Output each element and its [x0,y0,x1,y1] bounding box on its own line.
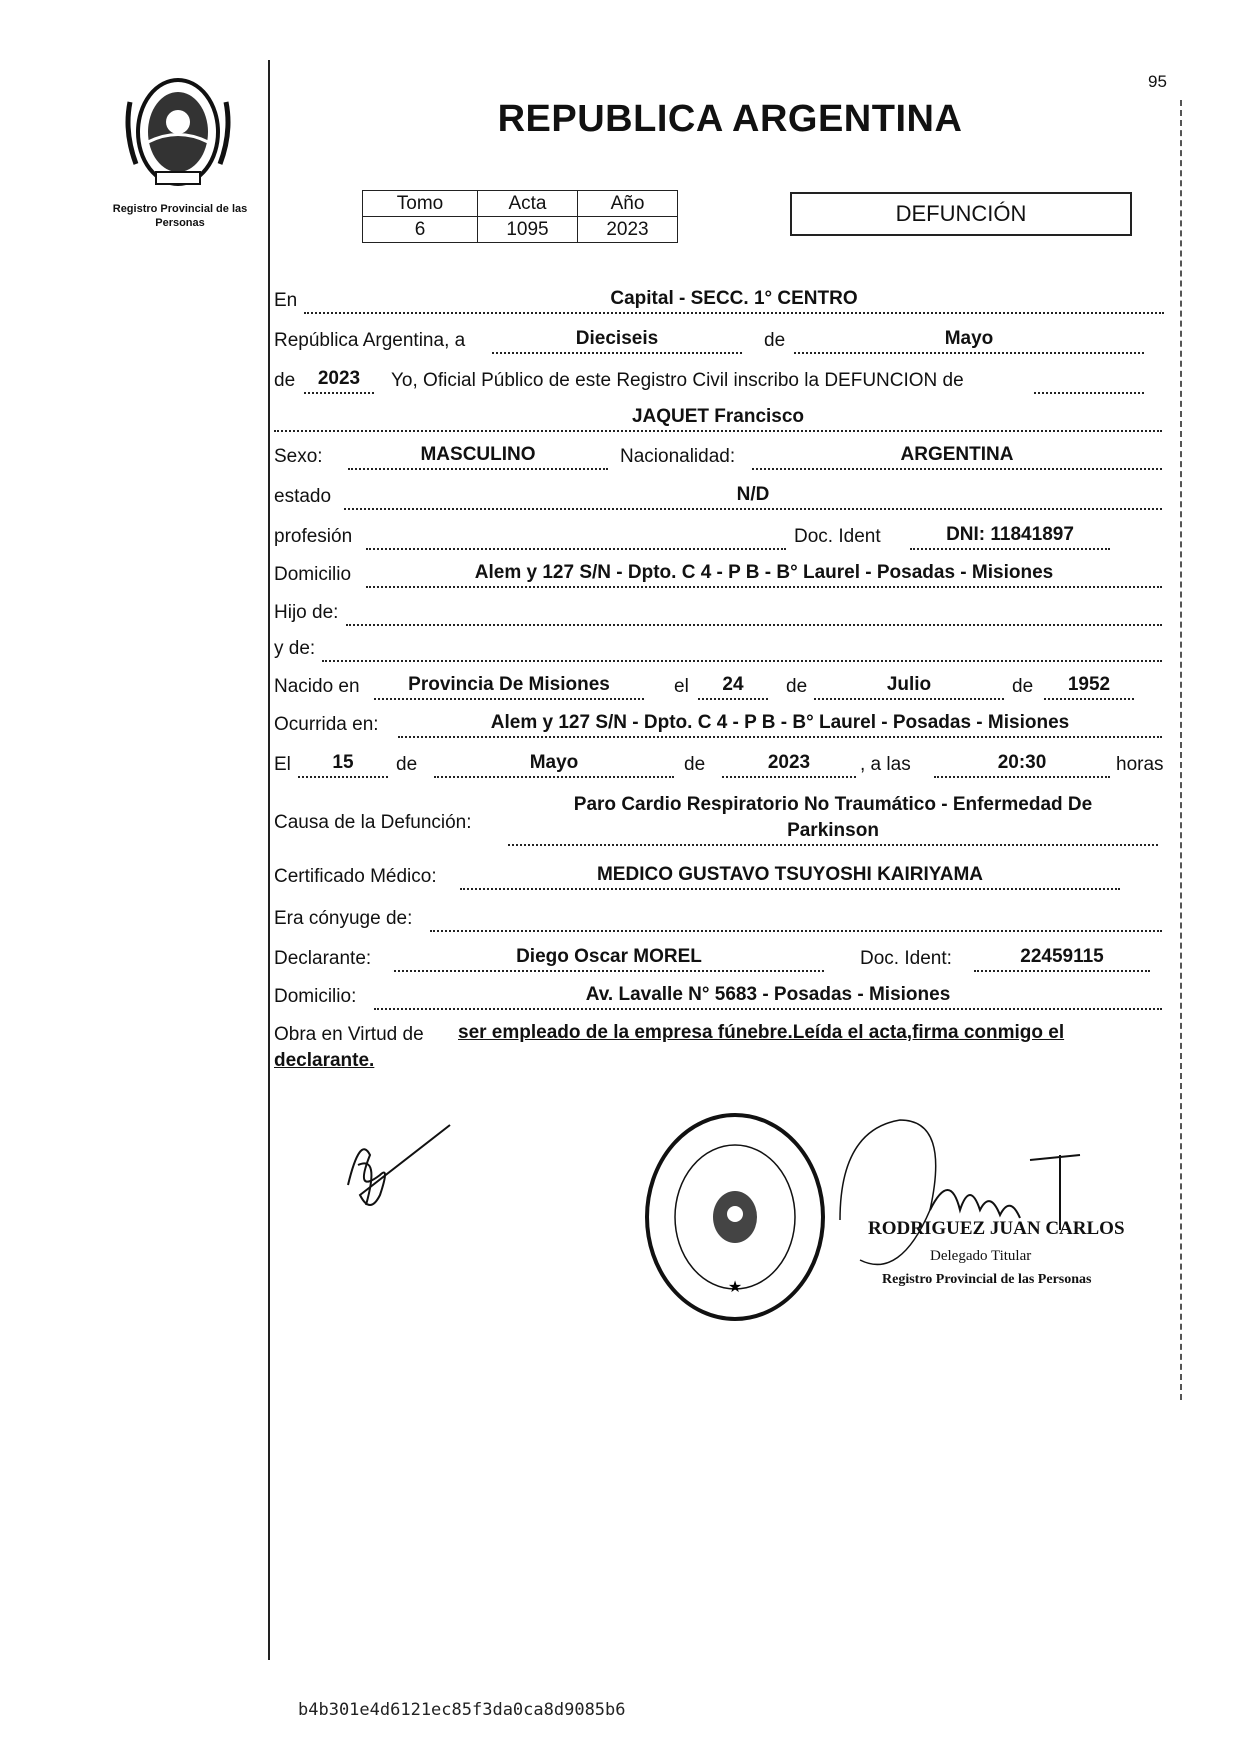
month: Mayo [794,328,1144,354]
declarante-signature [340,1115,460,1225]
row-ocurrida [274,712,1180,742]
row-declarante-domicilio [274,984,1180,1014]
row-name [274,406,1180,436]
domicilio-value: Alem y 127 S/N - Dpto. C 4 - P B - B° Laurel - Posadas - Misiones [366,562,1162,588]
estado-value: N/D [344,484,1162,510]
certificado-value: MEDICO GUSTAVO TSUYOSHI KAIRIYAMA [460,864,1120,890]
document-hash: b4b301e4d6121ec85f3da0ca8d9085b6 [298,1700,626,1720]
row-obra [274,1022,1180,1082]
delegate-office: Registro Provincial de las Personas [882,1272,1092,1287]
anio-value: 2023 [578,217,678,243]
obra-text: ser empleado de la empresa fúnebre.Leída el acta,firma conmigo el [458,1022,1065,1043]
death-time: 20:30 [934,752,1110,778]
row-nacido [274,674,1180,704]
obra-text2: declarante. [274,1050,375,1071]
deceased-name: JAQUET Francisco [274,406,1162,432]
de-label: de [764,330,786,351]
birth-de2-label: de [1012,676,1034,697]
day-words: Dieciseis [492,328,742,354]
estado-label: estado [274,486,332,507]
row-estado [274,484,1180,514]
row-y-de [274,636,1180,666]
conyuge-value [430,906,1162,932]
republica-label: República Argentina, a [274,330,466,351]
delegate-role: Delegado Titular [930,1248,1032,1264]
declarante-doc-label: Doc. Ident: [860,948,952,969]
death-day: 15 [298,752,388,778]
sexo-label: Sexo: [274,446,323,467]
death-de2-label: de [684,754,706,775]
el-label: el [674,676,689,697]
oficial-text: Yo, Oficial Público de este Registro Civil inscribo la DEFUNCION de [391,370,964,391]
delegate-name: RODRIGUEZ JUAN CARLOS [868,1218,1125,1239]
ocurrida-value: Alem y 127 S/N - Dpto. C 4 - P B - B° Laurel - Posadas - Misiones [398,712,1162,738]
registry-name: Registro Provincial de las Personas [112,203,248,229]
declarante-dom-label: Domicilio: [274,986,357,1007]
hijo-label: Hijo de: [274,602,339,623]
row-declarante [274,946,1180,976]
declarante-dom-value: Av. Lavalle N° 5683 - Posadas - Misiones [374,984,1162,1010]
declarante-value: Diego Oscar MOREL [394,946,824,972]
row-oficial [274,368,1180,398]
tomo-value: 6 [363,217,478,243]
conyuge-label: Era cónyuge de: [274,908,413,929]
declarante-doc-value: 22459115 [974,946,1150,972]
nacionalidad-label: Nacionalidad: [620,446,736,467]
horas-label: horas [1116,754,1164,775]
year: 2023 [304,368,374,394]
doc-ident-label: Doc. Ident [794,526,881,547]
svg-text:★: ★ [727,1279,743,1296]
profesion-value [366,524,786,550]
register-table [362,190,678,243]
hijo-value [346,600,1162,626]
official-seal [640,1110,830,1325]
anio-header: Año [578,191,678,217]
causa-line1: Paro Cardio Respiratorio No Traumático - Enfermedad De [573,794,1093,815]
causa-line2: Parkinson [508,820,1158,846]
profesion-label: profesión [274,526,353,547]
left-margin-line [268,60,270,1660]
row-hijo [274,600,1180,630]
right-margin-line [1180,100,1183,1400]
obra-label: Obra en Virtud de [274,1024,424,1045]
doc-ident-value: DNI: 11841897 [910,524,1110,550]
row-fecha-defuncion [274,752,1180,782]
ocurrida-label: Ocurrida en: [274,714,379,735]
row-profesion [274,524,1180,554]
certificado-label: Certificado Médico: [274,866,437,887]
acta-value: 1095 [478,217,578,243]
row-certificado [274,864,1180,894]
domicilio-label: Domicilio [274,564,352,585]
causa-label: Causa de la Defunción: [274,812,472,833]
oficial-blank [1034,368,1144,394]
death-month: Mayo [434,752,674,778]
en-value: Capital - SECC. 1° CENTRO [304,288,1164,314]
page-number: 95 [1148,72,1167,91]
nacionalidad-value: ARGENTINA [752,444,1162,470]
tomo-header: Tomo [363,191,478,217]
y-de-label: y de: [274,638,316,659]
row-conyuge [274,906,1180,936]
death-de-label: de [396,754,418,775]
birth-year: 1952 [1044,674,1134,700]
death-year: 2023 [722,752,856,778]
row-en [274,288,1180,318]
acta-header: Acta [478,191,578,217]
document-type: DEFUNCIÓN [790,192,1132,236]
birth-day: 24 [698,674,768,700]
row-causa [274,792,1180,856]
provincial-emblem [118,72,238,192]
page-title: REPUBLICA ARGENTINA [497,98,963,140]
nacido-en: Provincia De Misiones [374,674,644,700]
row-domicilio [274,562,1180,592]
birth-month: Julio [814,674,1004,700]
birth-de-label: de [786,676,808,697]
el2-label: El [274,754,291,775]
sexo-value: MASCULINO [348,444,608,470]
a-las-label: , a las [860,754,911,775]
row-sexo [274,444,1180,474]
declarante-label: Declarante: [274,948,372,969]
de-year-label: de [274,370,296,391]
nacido-label: Nacido en [274,676,360,697]
row-republica [274,328,1180,358]
en-label: En [274,290,298,311]
y-de-value [322,636,1162,662]
